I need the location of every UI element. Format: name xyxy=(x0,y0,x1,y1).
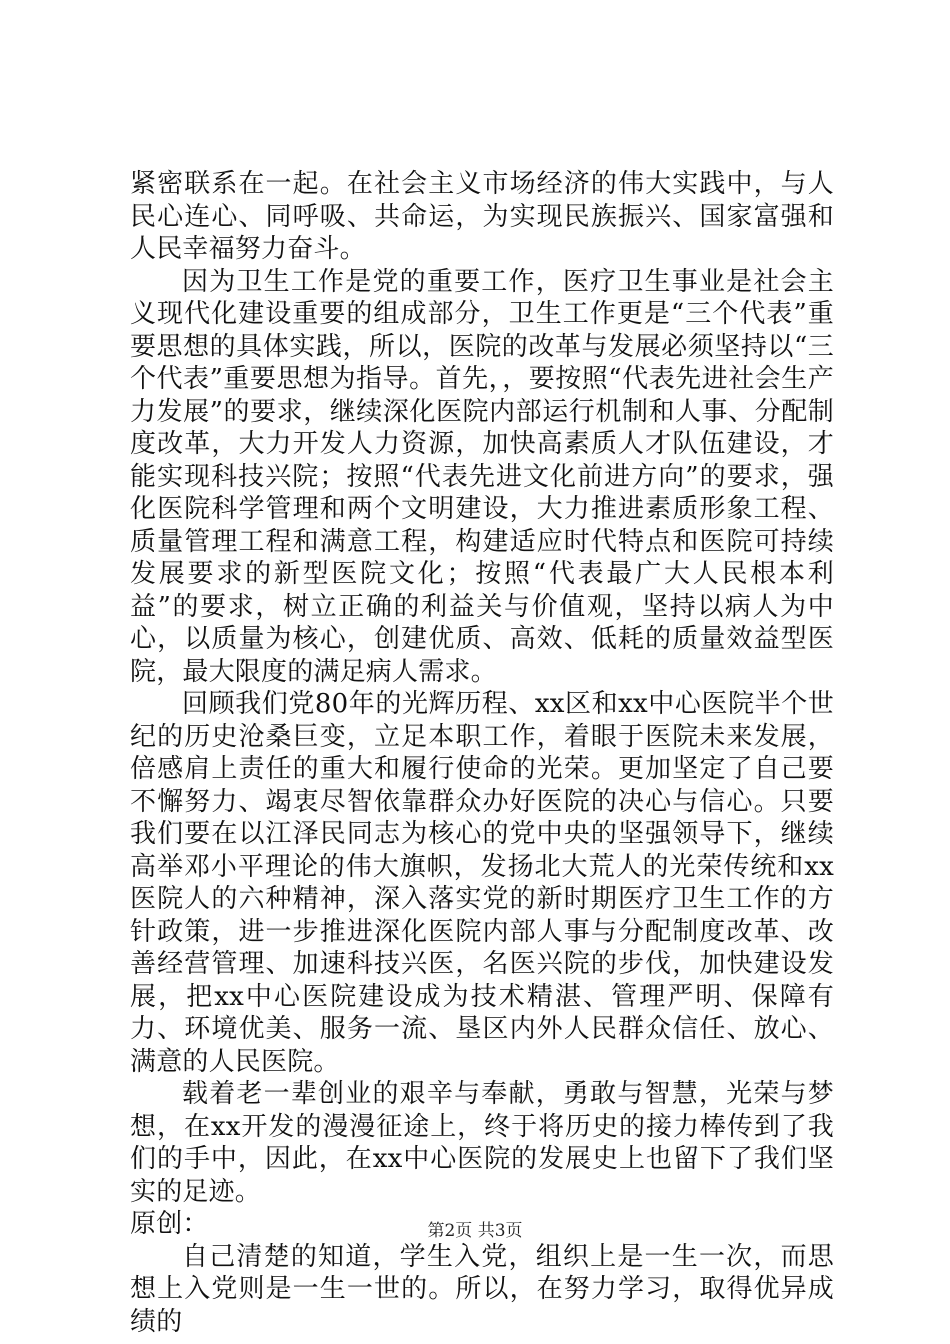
paragraph-continuation: 紧密联系在一起。在社会主义市场经济的伟大实践中，与人民心连心、同呼吸、共命运，为实现民族振兴、国家富强和人民幸福努力奋斗。 xyxy=(130,169,834,264)
document-body xyxy=(130,168,834,1338)
paragraph-original-label: 原创： xyxy=(130,1209,209,1239)
paragraph-review-history: 回顾我们党80年的光辉历程、xx区和xx中心医院半个世纪的历史沧桑巨变，立足本职工作，着眼于医院未来发展，倍感肩上责任的重大和履行使命的光荣。更加坚定了自己要不懈努力、竭衷尽智依靠群众办好医院的决心与信心。只要我们要在以江泽民同志为核心的党中央的坚强领导下，继续高举邓小平理论的伟大旗帜，发扬北大荒人的光荣传统和xx医院人的六种精神，深入落实党的新时期医疗卫生工作的方针政策，进一步推进深化医院内部人事与分配制度改革、改善经营管理、加速科技兴医，名医兴院的步伐，加快建设发展，把xx中心医院建设成为技术精湛、管理严明、保障有力、环境优美、服务一流、垦区内外人民群众信任、放心、满意的人民医院。 xyxy=(130,689,834,1077)
paragraph-party-membership: 自己清楚的知道，学生入党，组织上是一生一次，而思想上入党则是一生一世的。所以，在努力学习，取得优异成绩的 xyxy=(130,1241,834,1337)
page-number-footer: 第2页 共3页 xyxy=(427,1221,523,1241)
paragraph-legacy: 载着老一辈创业的艰辛与奉献，勇敢与智慧，光荣与梦想，在xx开发的漫漫征途上，终于将历史的接力棒传到了我们的手中，因此，在xx中心医院的发展史上也留下了我们坚实的足迹。 xyxy=(130,1079,834,1207)
paragraph-health-work: 因为卫生工作是党的重要工作，医疗卫生事业是社会主义现代化建设重要的组成部分，卫生工作更是“三个代表”重要思想的具体实践，所以，医院的改革与发展必须坚持以“三个代表”重要思想为指导。首先，，要按照“代表先进社会生产力发展”的要求，继续深化医院内部运行机制和人事、分配制度改革，大力开发人力资源，加快高素质人才队伍建设，才能实现科技兴院；按照“代表先进文化前进方向”的要求，强化医院科学管理和两个文明建设，大力推进素质形象工程、质量管理工程和满意工程，构建适应时代特点和医院可持续发展要求的新型医院文化；按照“代表最广大人民根本利益”的要求，树立正确的利益关与价值观，坚持以病人为中心，以质量为核心，创建优质、高效、低耗的质量效益型医院，最大限度的满足病人需求。 xyxy=(130,266,834,687)
